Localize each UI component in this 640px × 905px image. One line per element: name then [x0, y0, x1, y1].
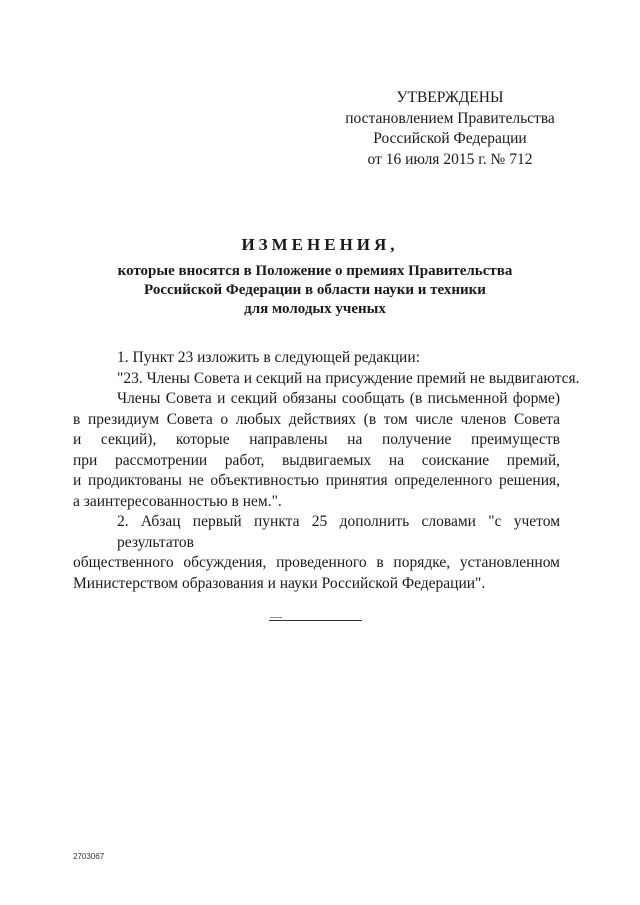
end-separator-line	[269, 620, 362, 621]
paragraph-2-line: 2. Абзац первый пункта 25 дополнить словами "с учетом результатов	[117, 513, 560, 551]
separator-tick	[270, 617, 282, 618]
paragraph-1-last-line: а заинтересованностью в нем.".	[73, 492, 282, 510]
paragraph-1-line: Члены Совета и секций обязаны сообщать (в письменной форме)	[117, 390, 560, 407]
approval-date-line: от 16 июля 2015 г. № 712	[367, 150, 533, 168]
approval-line: Российской Федерации	[373, 130, 527, 147]
subtitle-line: которые вносятся в Положение о премиях Правительства	[117, 263, 513, 279]
subtitle-line: для молодых ученых	[244, 301, 386, 317]
paragraph-1-intro: 1. Пункт 23 изложить в следующей редакции:	[117, 349, 420, 366]
paragraph-1-line: при рассмотрении работ, выдвигаемых на соискание премий,	[73, 451, 560, 469]
approval-heading: УТВЕРЖДЕНЫ	[396, 89, 504, 106]
document-title: ИЗМЕНЕНИЯ,	[241, 235, 399, 254]
paragraph-2-line: общественного обсуждения, проведенного в порядке, установленном	[73, 554, 560, 571]
paragraph-2-last-line: Министерством образования и науки Российской Федерации".	[73, 574, 486, 592]
approval-line: постановлением Правительства	[345, 109, 555, 127]
subtitle-line: Российской Федерации в области науки и техники	[144, 282, 486, 298]
document-number: 2703067	[73, 852, 105, 861]
paragraph-1-quote-start: "23. Члены Совета и секций на присуждение премий не выдвигаются.	[117, 369, 580, 387]
document-body	[73, 348, 580, 594]
document-subtitle	[80, 262, 550, 319]
approval-block	[330, 88, 570, 170]
paragraph-1-line: и секций), которые направлены на получение преимуществ	[73, 431, 560, 448]
paragraph-1-line: в президиум Совета о любых действиях (в том числе членов Совета	[73, 410, 560, 428]
paragraph-1-line: и продиктованы не объективностью принятия определенного решения,	[73, 472, 560, 489]
